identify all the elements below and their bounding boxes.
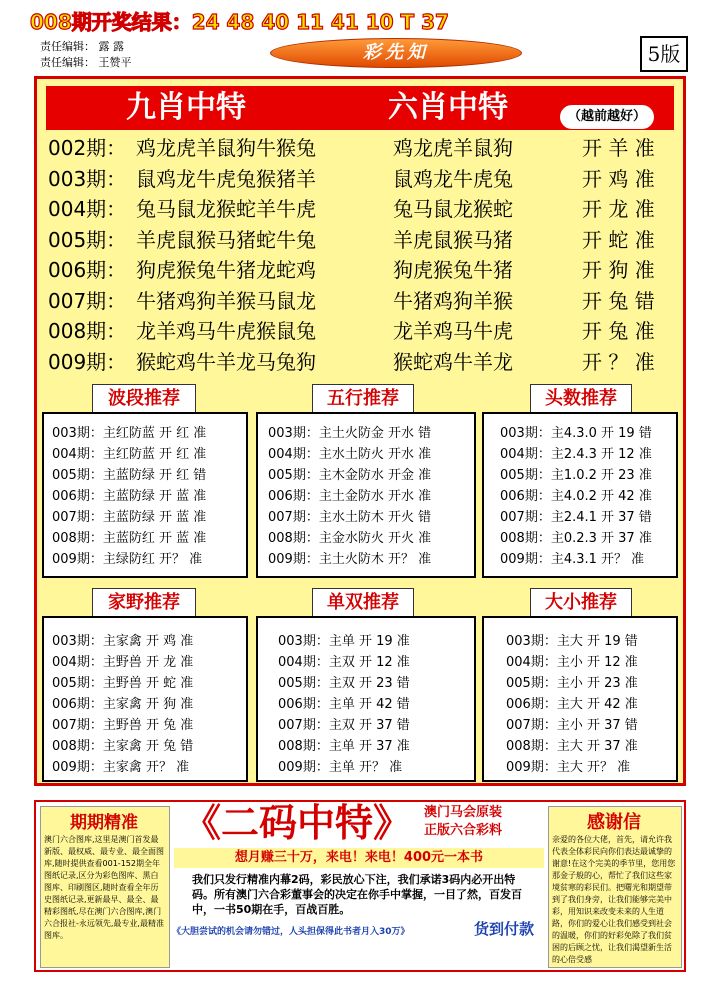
source-note-line-1: 澳门马会原装 — [424, 805, 503, 820]
head-number-tag: 头数推荐 — [530, 384, 632, 414]
nine-zodiac: 羊虎鼠猴马猪蛇牛兔 — [136, 228, 316, 252]
edition-number: 5版 — [640, 36, 688, 72]
source-note-line-2: 正版六合彩料 — [424, 823, 503, 838]
banner-note: （越前越好） — [560, 105, 654, 129]
list-item: 006期：主4.0.2 开 42 准 — [500, 489, 652, 504]
source-note — [424, 804, 544, 840]
odd-even-tag: 单双推荐 — [312, 588, 414, 618]
thanks-letter-title: 感谢信 — [587, 812, 641, 833]
list-item: 007期：主野兽 开 兔 准 — [52, 718, 194, 733]
period: 004期： — [48, 197, 127, 221]
list-item: 004期：主2.4.3 开 12 准 — [500, 447, 652, 462]
list-item: 007期：主双 开 37 错 — [278, 718, 410, 733]
list-item: 003期：主土火防金 开水 错 — [268, 426, 432, 441]
slogan: 想月赚三十万，来电！来电！400元一本书 — [174, 848, 544, 868]
list-item: 009期：主绿防红 开？ 准 — [52, 552, 203, 567]
six-zodiac: 兔马鼠龙猴蛇 — [393, 197, 513, 221]
result: 开 羊 准 — [582, 136, 655, 160]
six-zodiac: 鼠鸡龙牛虎兔 — [393, 167, 513, 191]
list-item: 006期：主蓝防绿 开 蓝 准 — [52, 489, 207, 504]
editor-line-1: 责任编辑： 露 露 — [40, 40, 124, 53]
thanks-letter-body: 亲爱的各位大佬，首先，请允许我代表全体彩民向你们表达最诚挚的谢意!在这个完美的季节里，您用您那金子般的心，帮忙了我们这些家境贫寒的彩民们。把曙光和期望带到了我们身旁，让我们能够完美中彩，用知识来改变未来的人生道路，你们的爱心让我们感受到社会的温暖，你们的好彩免除了我们贫困的后顾之忧，让我们渴望新生活的心倍受感 — [552, 835, 676, 964]
list-item: 007期：主水土防木 开火 错 — [268, 510, 432, 525]
period: 002期： — [48, 136, 127, 160]
list-item: 005期：主小 开 23 准 — [506, 676, 638, 691]
two-code-title: 《二码中特》 — [182, 801, 411, 845]
list-item: 003期：主4.3.0 开 19 错 — [500, 426, 652, 441]
nine-zodiac: 猴蛇鸡牛羊龙马兔狗 — [136, 350, 316, 374]
period: 009期： — [48, 350, 127, 374]
result: 开 兔 准 — [582, 319, 655, 343]
brand-badge — [270, 38, 522, 68]
left-ad-body: 澳门六合图库,这里是澳门首发最新版、最权威、最专业、最全面图库,随时提供查看001-152期全年图纸记录,区分为彩色图库、黑白图库、印刷图区,随时查看全年历史图纸记录,更新最早、最全、最精彩图纸,尽在澳门六合图库,澳门六合报社-永远领先,最专业,最精准图库。 — [44, 835, 164, 940]
period: 005期： — [48, 228, 127, 252]
editor-line-2: 责任编辑： 王赞平 — [40, 56, 132, 69]
brand-label: 彩先知 — [363, 42, 429, 63]
nine-zodiac: 鸡龙虎羊鼠狗牛猴兔 — [136, 136, 316, 160]
list-item: 003期：主大 开 19 错 — [506, 634, 638, 649]
domestic-wild-tag: 家野推荐 — [92, 588, 196, 618]
list-item: 008期：主蓝防红 开 蓝 准 — [52, 531, 207, 546]
result: 开 龙 准 — [582, 197, 655, 221]
left-ad-title: 期期精准 — [70, 813, 138, 833]
list-item: 009期：主4.3.1 开？ 准 — [500, 552, 645, 567]
result: 开 狗 准 — [582, 258, 655, 282]
draw-result-headline: 008期开奖结果：24 48 40 11 41 10 T 37 — [30, 10, 449, 34]
list-item: 008期：主金水防火 开火 准 — [268, 531, 432, 546]
list-item: 005期：主蓝防绿 开 红 错 — [52, 468, 207, 483]
list-item: 006期：主家禽 开 狗 准 — [52, 697, 194, 712]
list-item: 004期：主水土防火 开水 准 — [268, 447, 432, 462]
list-item: 005期：主双 开 23 错 — [278, 676, 410, 691]
list-item: 005期：主1.0.2 开 23 准 — [500, 468, 652, 483]
cash-on-delivery: 货到付款 — [474, 920, 535, 938]
list-item: 007期：主蓝防绿 开 蓝 准 — [52, 510, 207, 525]
six-zodiac: 鸡龙虎羊鼠狗 — [393, 136, 513, 160]
list-item: 009期：主土火防木 开？ 准 — [268, 552, 432, 567]
list-item: 003期：主红防蓝 开 红 准 — [52, 426, 207, 441]
result: 开 兔 错 — [582, 289, 655, 313]
period: 008期： — [48, 319, 127, 343]
list-item: 008期：主大 开 37 准 — [506, 739, 638, 754]
list-item: 004期：主红防蓝 开 红 准 — [52, 447, 207, 462]
result: 开 鸡 准 — [582, 167, 655, 191]
promo-text: 我们只发行精准内幕2码，彩民放心下注，我们承诺3码内必开出特码。所有澳门六合彩董事会的决定在你手中掌握，一目了然，百发百中，一书50期在手，百战百胜。 — [192, 873, 522, 916]
list-item: 009期：主大 开？ 准 — [506, 760, 631, 775]
nine-zodiac: 牛猪鸡狗羊猴马鼠龙 — [136, 289, 316, 313]
nine-zodiac: 鼠鸡龙牛虎兔猴猪羊 — [136, 167, 316, 191]
list-item: 007期：主小 开 37 错 — [506, 718, 638, 733]
list-item: 004期：主小 开 12 准 — [506, 655, 638, 670]
list-item: 008期：主家禽 开 兔 错 — [52, 739, 194, 754]
list-item: 008期：主单 开 37 准 — [278, 739, 410, 754]
six-zodiac: 羊虎鼠猴马猪 — [393, 228, 513, 252]
six-zodiac: 猴蛇鸡牛羊龙 — [393, 350, 513, 374]
list-item: 006期：主单 开 42 错 — [278, 697, 410, 712]
nine-zodiac: 狗虎猴兔牛猪龙蛇鸡 — [136, 258, 316, 282]
list-item: 003期：主单 开 19 准 — [278, 634, 410, 649]
five-elements-tag: 五行推荐 — [312, 384, 414, 414]
six-zodiac: 牛猪鸡狗羊猴 — [393, 289, 513, 313]
result: 开 ？ 准 — [582, 350, 655, 374]
period: 003期： — [48, 167, 127, 191]
period: 006期： — [48, 258, 127, 282]
period: 007期： — [48, 289, 127, 313]
big-small-tag: 大小推荐 — [530, 588, 632, 618]
nine-zodiac: 龙羊鸡马牛虎猴鼠兔 — [136, 319, 316, 343]
list-item: 005期：主木金防水 开金 准 — [268, 468, 432, 483]
six-zodiac: 狗虎猴兔牛猪 — [393, 258, 513, 282]
list-item: 005期：主野兽 开 蛇 准 — [52, 676, 194, 691]
list-item: 009期：主家禽 开？ 准 — [52, 760, 190, 775]
list-item: 008期：主0.2.3 开 37 准 — [500, 531, 652, 546]
list-item: 009期：主单 开？ 准 — [278, 760, 403, 775]
nine-zodiac: 兔马鼠龙猴蛇羊牛虎 — [136, 197, 316, 221]
list-item: 003期：主家禽 开 鸡 准 — [52, 634, 194, 649]
wave-tag: 波段推荐 — [92, 384, 196, 414]
banner-nine-zodiac: 九肖中特 — [126, 90, 246, 125]
result: 开 蛇 准 — [582, 228, 655, 252]
six-zodiac: 龙羊鸡马牛虎 — [393, 319, 513, 343]
list-item: 007期：主2.4.1 开 37 错 — [500, 510, 652, 525]
list-item: 004期：主野兽 开 龙 准 — [52, 655, 194, 670]
disclaimer: 《大胆尝试的机会请勿错过，人头担保得此书者月入30万》 — [172, 927, 410, 937]
list-item: 006期：主土金防水 开水 准 — [268, 489, 432, 504]
banner-six-zodiac: 六肖中特 — [388, 90, 508, 125]
list-item: 006期：主大 开 42 准 — [506, 697, 638, 712]
list-item: 004期：主双 开 12 准 — [278, 655, 410, 670]
